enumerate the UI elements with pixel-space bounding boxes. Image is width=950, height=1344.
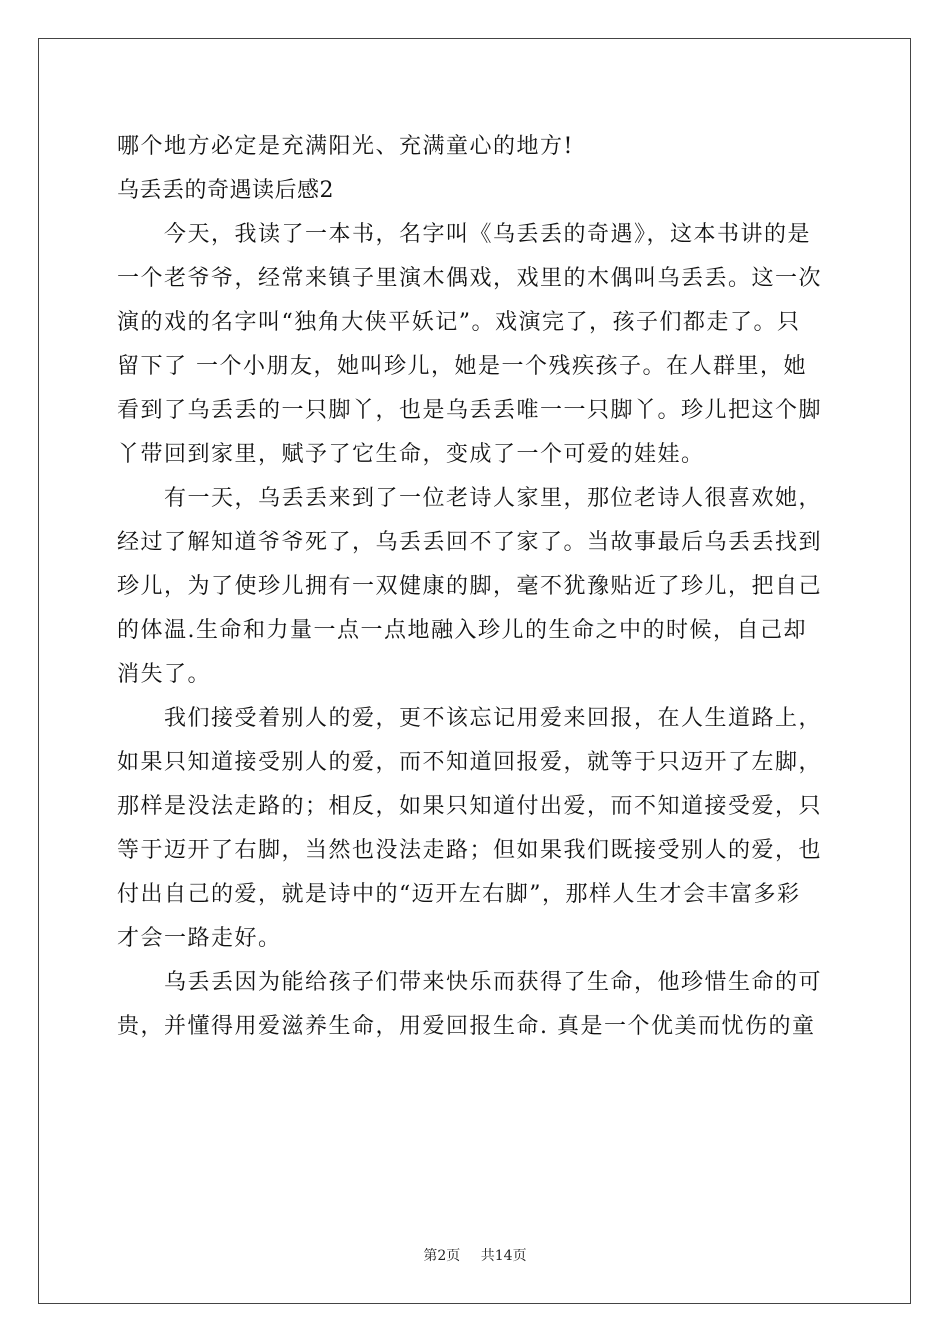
text-line: 那样是没法走路的；相反，如果只知道付出爱，而不知道接受爱，只 [117,794,823,819]
document-body [117,125,837,1049]
text-line: 看到了乌丢丢的一只脚丫，也是乌丢丢唯一一只脚丫。珍儿把这个脚 [117,398,823,423]
text-line: 丫带回到家里，赋予了它生命，变成了一个可爱的娃娃。 [117,442,705,467]
text-line: 乌丢丢因为能给孩子们带来快乐而获得了生命，他珍惜生命的可 [117,970,823,995]
text-line: 如果只知道接受别人的爱，而不知道回报爱，就等于只迈开了左脚， [117,750,823,775]
text-line: 留下了 一个小朋友，她叫珍儿，她是一个残疾孩子。在人群里，她 [117,354,807,379]
text-line: 演的戏的名字叫“独角大侠平妖记”。戏演完了，孩子们都走了。只 [117,310,801,335]
text-line: 才会一路走好。 [117,926,282,951]
text-line: 贵，并懂得用爱滋养生命，用爱回报生命. 真是一个优美而忧伤的童 [117,1014,816,1039]
text-line: 我们接受着别人的爱，更不该忘记用爱来回报，在人生道路上， [117,706,823,731]
section-title: 乌丢丢的奇遇读后感2 [117,178,334,203]
page-footer [0,1245,950,1265]
text-line: 付出自己的爱，就是诗中的“迈开左右脚”，那样人生才会丰富多彩 [117,882,801,907]
text-line: 珍儿，为了使珍儿拥有一双健康的脚，毫不犹豫贴近了珍儿，把自己 [117,574,823,599]
text-line: 今天，我读了一本书，名字叫《乌丢丢的奇遇》，这本书讲的是 [117,222,812,247]
page-number: 第2页 [423,1248,461,1264]
text-line: 有一天，乌丢丢来到了一位老诗人家里，那位老诗人很喜欢她， [117,486,823,511]
text-line: 哪个地方必定是充满阳光、充满童心的地方! [117,134,574,159]
text-line: 等于迈开了右脚，当然也没法走路；但如果我们既接受别人的爱，也 [117,838,823,863]
page-total: 共14页 [480,1248,527,1264]
text-line: 经过了解知道爷爷死了，乌丢丢回不了家了。当故事最后乌丢丢找到 [117,530,823,555]
text-line: 的体温.生命和力量一点一点地融入珍儿的生命之中的时候，自己却 [117,618,807,643]
text-line: 消失了。 [117,662,212,687]
text-line: 一个老爷爷，经常来镇子里演木偶戏，戏里的木偶叫乌丢丢。这一次 [117,266,823,291]
